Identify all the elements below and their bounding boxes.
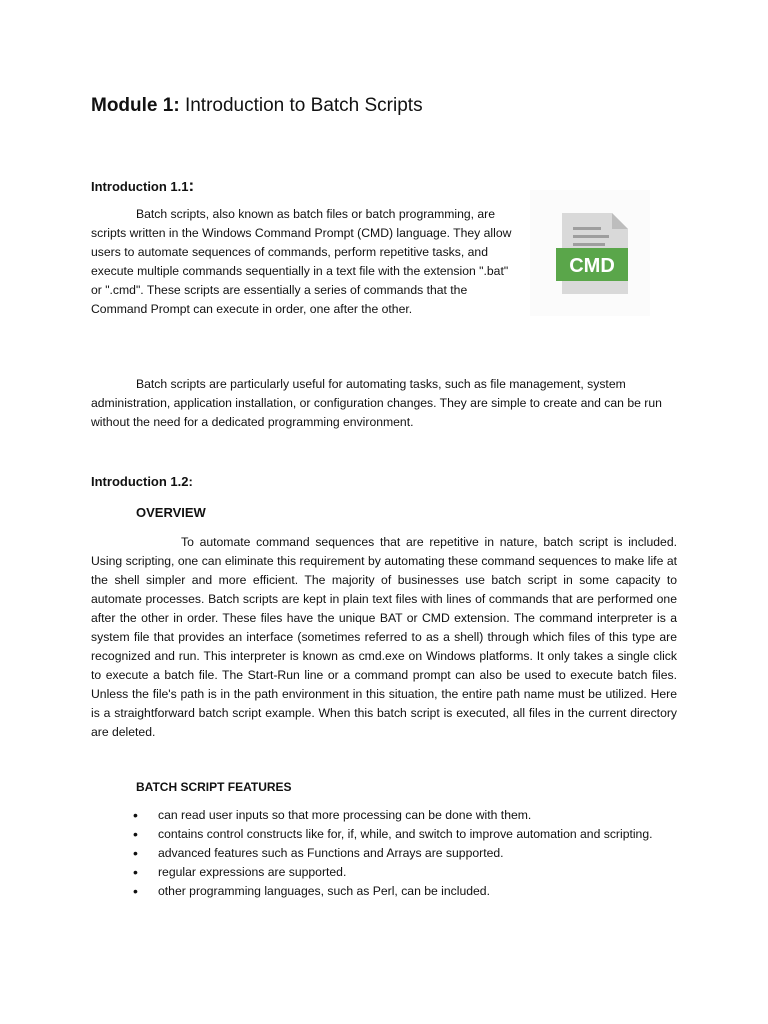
intro-1-1-heading (91, 176, 194, 196)
cmd-file-icon (530, 190, 650, 316)
cmd-file-figure (530, 190, 650, 316)
file-line-2 (573, 235, 609, 238)
bullet-icon: • (133, 826, 138, 842)
module-title-text: Introduction to Batch Scripts (184, 95, 423, 116)
list-item-text: contains control constructs like for, if, while, and switch to improve automation and scripting. (158, 827, 653, 841)
list-item-text: regular expressions are supported. (158, 865, 347, 879)
file-line-3 (573, 243, 605, 246)
list-item (91, 825, 677, 844)
module-title (91, 94, 423, 118)
file-corner-fold (612, 213, 628, 229)
bullet-icon: • (133, 864, 138, 880)
module-title-lead: Module 1: (91, 95, 180, 116)
list-item-text: other programming languages, such as Perl, can be included. (158, 884, 490, 898)
list-item-text: advanced features such as Functions and Arrays are supported. (158, 846, 504, 860)
intro-1-1-paragraph: Batch scripts, also known as batch files or batch programming, are scripts written in the Windows Command Prompt (CMD) language. They allow users to automate sequences of commands, perform repetitive tasks, and execute multiple commands sequentially in a text file with the extension ".bat" or ".cmd". These scripts are essentially a series of commands that the Command Prompt can execute in order, one after the other. (91, 207, 512, 316)
intro-1-1-heading-colon: : (188, 176, 195, 195)
cmd-badge-label: CMD (569, 255, 615, 277)
list-item (91, 806, 677, 825)
intro-1-2-heading: Introduction 1.2: (91, 474, 193, 489)
list-item-text: can read user inputs so that more processing can be done with them. (158, 808, 532, 822)
list-item (91, 844, 677, 863)
bullet-icon: • (133, 883, 138, 899)
intro-1-1-paragraph-2: Batch scripts are particularly useful for automating tasks, such as file management, system administration, application installation, or configuration changes. They are simple to create and can be run without the need for a dedicated programming environment. (91, 377, 662, 429)
features-heading: BATCH SCRIPT FEATURES (136, 780, 292, 794)
file-line-1 (573, 227, 601, 230)
bullet-icon: • (133, 807, 138, 823)
list-item (91, 863, 677, 882)
features-list (91, 806, 677, 901)
list-item (91, 882, 677, 901)
bullet-icon: • (133, 845, 138, 861)
intro-1-1-heading-text: Introduction 1.1 (91, 179, 189, 194)
overview-heading: OVERVIEW (136, 505, 206, 520)
overview-paragraph: To automate command sequences that are repetitive in nature, batch script is included. Using scripting, one can eliminate this requirement by automating these command sequences to make life at the shell simpler and more efficient. The majority of businesses use batch script in some capacity to automate processes. Batch scripts are kept in plain text files with lines of commands that are performed one after the other in order. These files have the unique BAT or CMD extension. The command interpreter is a system file that provides an interface (sometimes referred to as a shell) through which files of this type are recognized and run. This interpreter is known as cmd.exe on Windows platforms. It only takes a single click to execute a batch file. The Start-Run line or a command prompt can also be used to execute batch files. Unless the file's path is in the path environment in this situation, the entire path name must be utilized. Here is a straightforward batch script example. When this batch script is executed, all files in the current directory are deleted. (91, 535, 677, 739)
